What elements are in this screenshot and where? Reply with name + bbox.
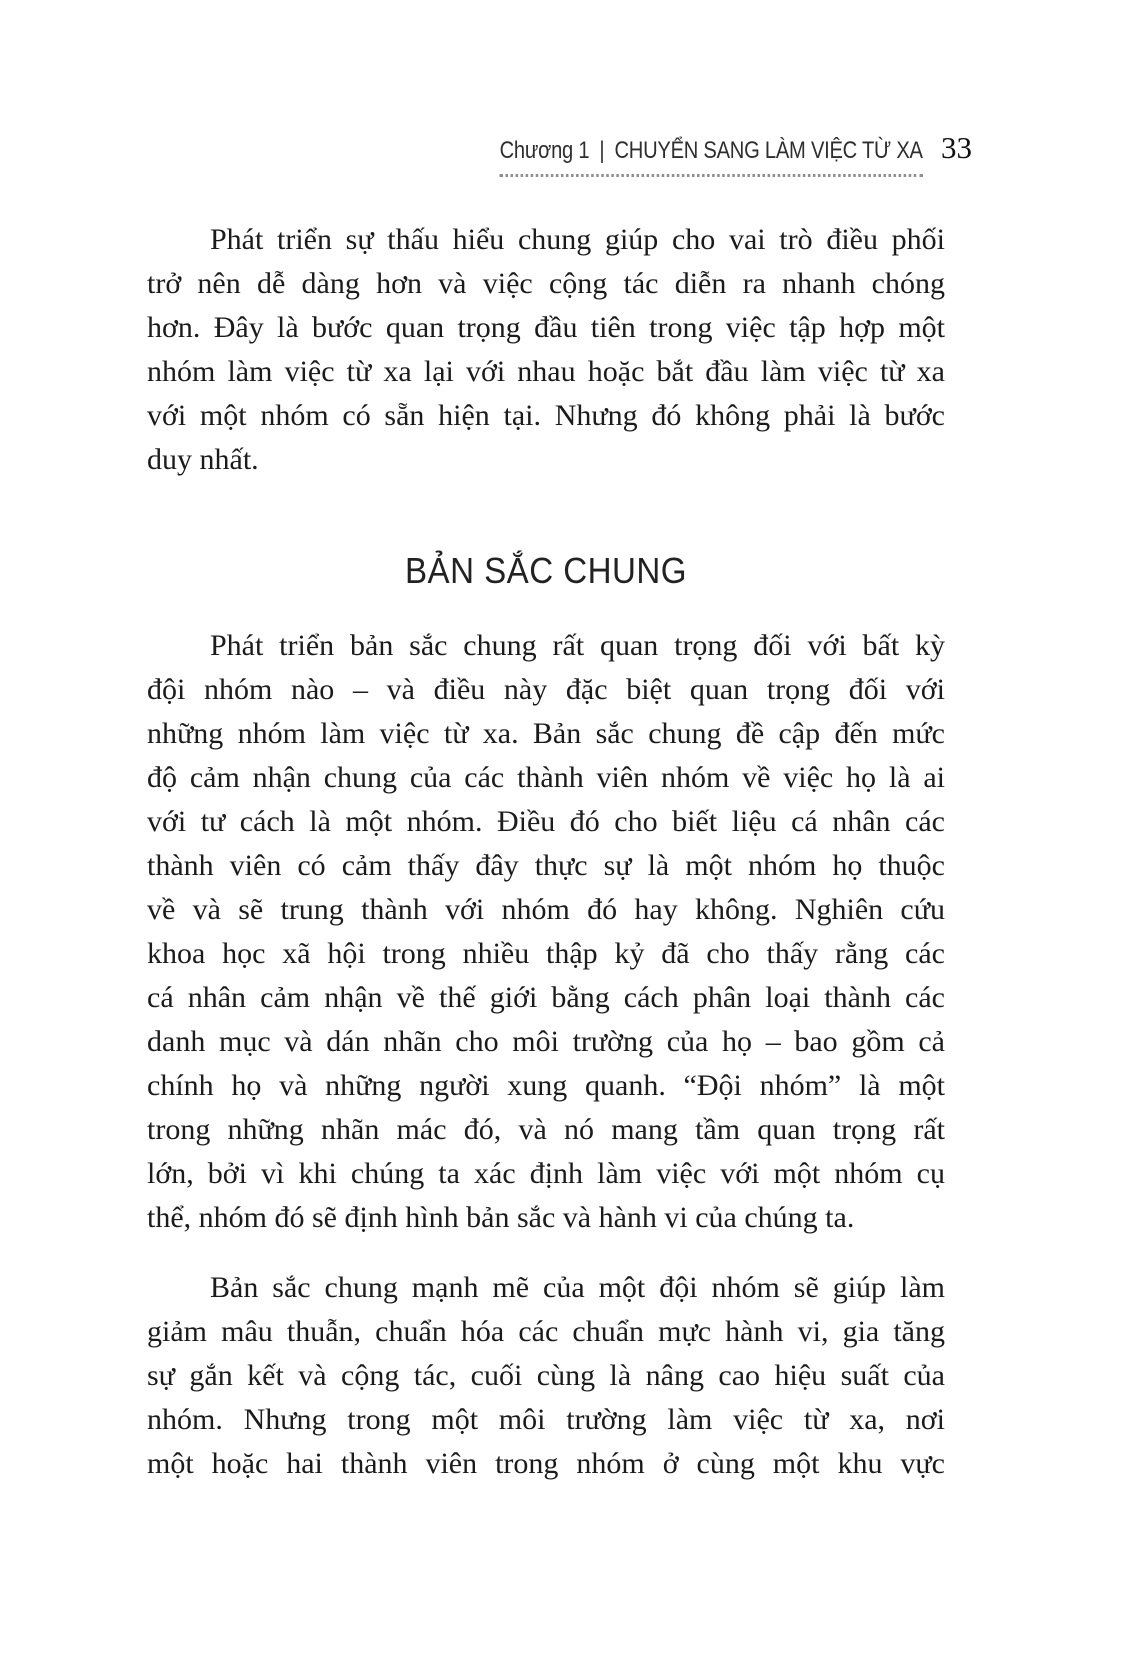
- text-line: cá nhân cảm nhận về thế giới bằng cách phân loại thành các: [147, 981, 945, 1014]
- section-heading: BẢN SẮC CHUNG: [404, 550, 688, 591]
- text-line: Bản sắc chung mạnh mẽ của một đội nhóm sẽ giúp làm: [210, 1271, 945, 1304]
- text-line: với một nhóm có sẵn hiện tại. Nhưng đó không phải là bước: [147, 399, 945, 432]
- paragraph: [147, 218, 945, 482]
- text-line: danh mục và dán nhãn cho môi trường của họ – bao gồm cả: [147, 1025, 945, 1058]
- text-line: trở nên dễ dàng hơn và việc cộng tác diễn ra nhanh chóng: [147, 267, 945, 300]
- text-line: Phát triển sự thấu hiểu chung giúp cho vai trò điều phối: [210, 223, 945, 256]
- paragraph: [147, 624, 945, 1240]
- text-line: giảm mâu thuẫn, chuẩn hóa các chuẩn mực hành vi, gia tăng: [147, 1315, 945, 1348]
- text-line: nhóm. Nhưng trong một môi trường làm việc từ xa, nơi: [147, 1403, 945, 1436]
- chapter-title: CHUYỂN SANG LÀM VIỆC TỪ XA: [614, 137, 923, 164]
- text-line: một hoặc hai thành viên trong nhóm ở cùng một khu vực: [147, 1447, 945, 1480]
- text-block: [147, 218, 945, 1486]
- text-line: nhóm làm việc từ xa lại với nhau hoặc bắt đầu làm việc từ xa: [147, 355, 945, 388]
- running-header: [419, 130, 972, 177]
- text-line: lớn, bởi vì khi chúng ta xác định làm việc với một nhóm cụ: [147, 1157, 945, 1190]
- text-line: thành viên có cảm thấy đây thực sự là một nhóm họ thuộc: [147, 849, 945, 882]
- paragraph: [147, 1266, 945, 1486]
- text-line: chính họ và những người xung quanh. “Đội nhóm” là một: [147, 1069, 945, 1102]
- chapter-header: [500, 137, 923, 177]
- page-number: 33: [941, 130, 972, 165]
- text-line: khoa học xã hội trong nhiều thập kỷ đã cho thấy rằng các: [147, 937, 945, 970]
- text-line: thể, nhóm đó sẽ định hình bản sắc và hành vi của chúng ta.: [147, 1201, 855, 1234]
- text-line: Phát triển bản sắc chung rất quan trọng đối với bất kỳ: [210, 629, 945, 662]
- text-line: duy nhất.: [147, 443, 259, 476]
- text-line: đội nhóm nào – và điều này đặc biệt quan trọng đối với: [147, 673, 945, 706]
- text-line: trong những nhãn mác đó, và nó mang tầm quan trọng rất: [147, 1113, 945, 1146]
- text-line: với tư cách là một nhóm. Điều đó cho biết liệu cá nhân các: [147, 805, 945, 838]
- text-line: sự gắn kết và cộng tác, cuối cùng là nâng cao hiệu suất của: [147, 1359, 945, 1392]
- text-line: độ cảm nhận chung của các thành viên nhóm về việc họ là ai: [147, 761, 945, 794]
- text-line: về và sẽ trung thành với nhóm đó hay không. Nghiên cứu: [147, 893, 945, 926]
- text-line: những nhóm làm việc từ xa. Bản sắc chung đề cập đến mức: [147, 717, 945, 750]
- chapter-label: Chương 1: [499, 137, 590, 164]
- header-separator: |: [599, 137, 605, 164]
- text-line: hơn. Đây là bước quan trọng đầu tiên trong việc tập hợp một: [147, 311, 945, 344]
